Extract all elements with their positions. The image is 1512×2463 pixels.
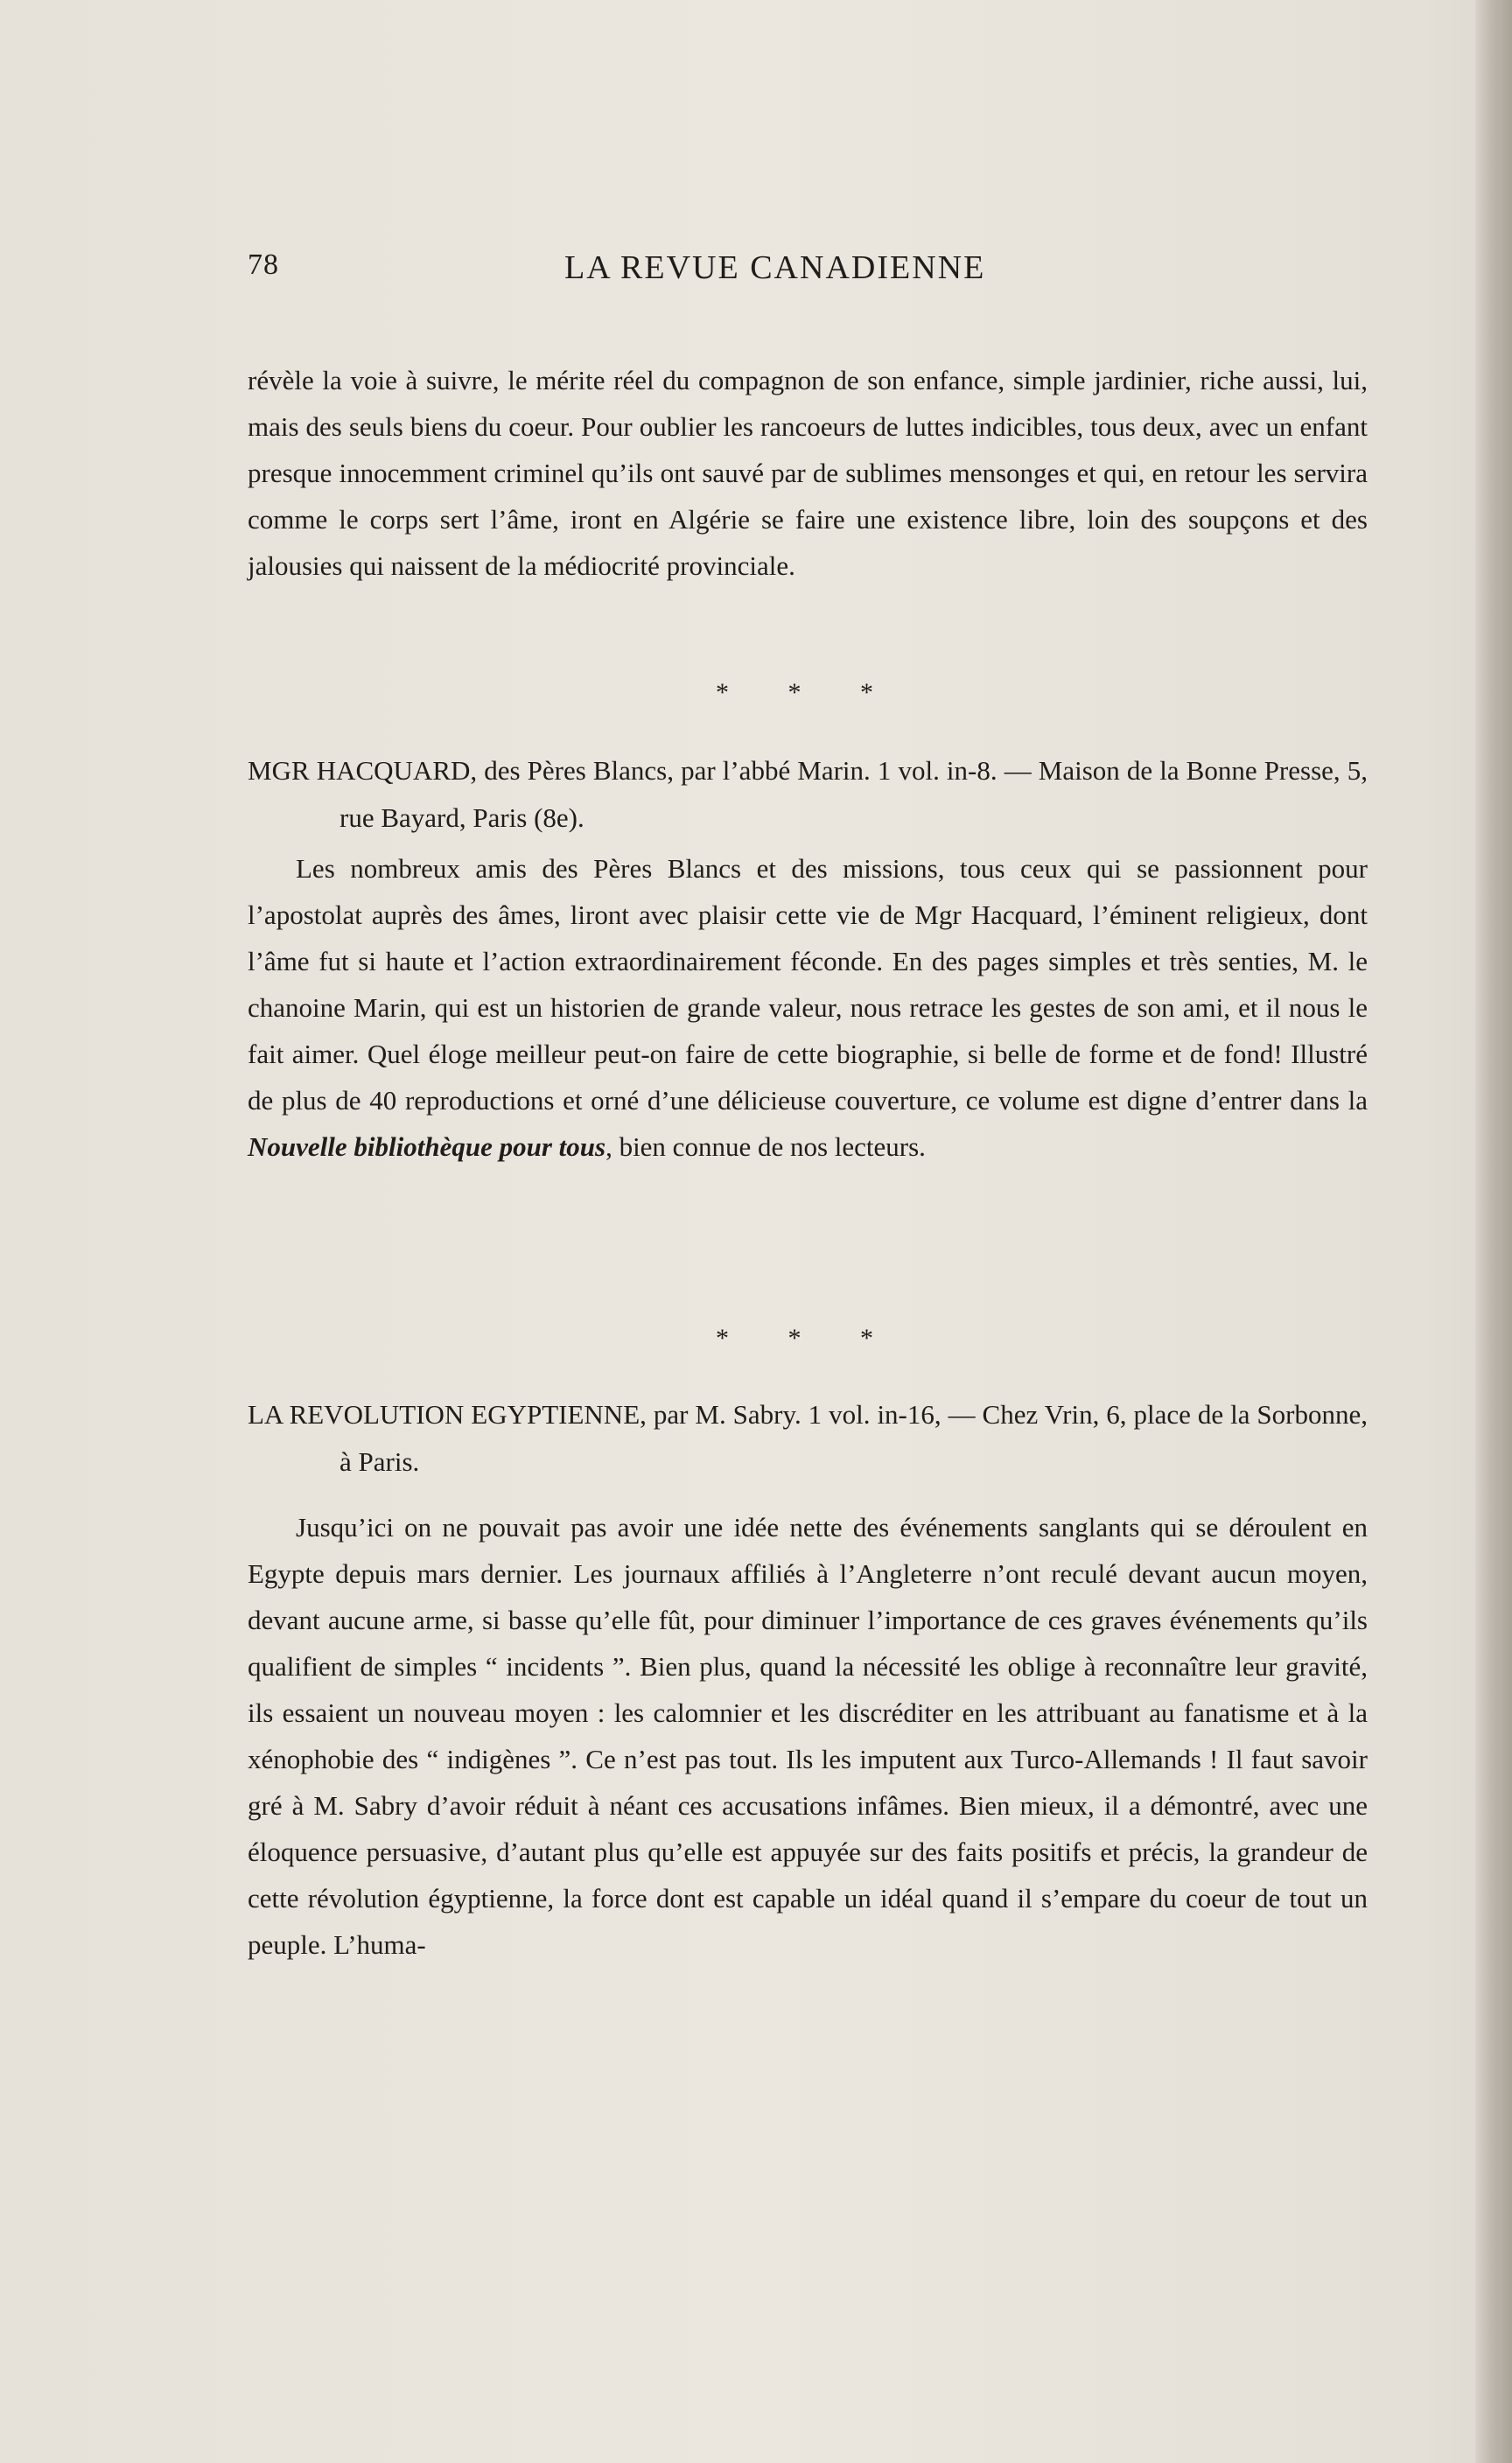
book-reference-hacquard: MGR HACQUARD, des Pères Blancs, par l’abbé Marin. 1 vol. in-8. — Maison de la Bonne Presse, 5, rue Bayard, Paris (8e).: [248, 755, 1368, 833]
page-edge-shadow: [1475, 0, 1512, 2463]
review-paragraph-revolution-egyptienne: Jusqu’ici on ne pouvait pas avoir une idée nette des événements sanglants qui se déroulent en Egypte depuis mars dernier. Les journaux affiliés à l’Angleterre n’ont reculé devant aucun moyen, devant aucune arme, si basse qu’elle fût, pour diminuer l’importance de ces graves événements qu’ils qualifient de simples “ incidents ”. Bien plus, quand la nécessité les oblige à reconnaître leur gravité, ils essaient un nouveau moyen : les calomnier et les discréditer en les attribuant au fanatisme et à la xénophobie des “ indigènes ”. Ce n’est pas tout. Ils les imputent aux Turco-Allemands ! Il faut savoir gré à M. Sabry d’avoir réduit à néant ces accusations infâmes. Bien mieux, il a démontré, avec une éloquence persuasive, d’autant plus qu’elle est appuyée sur des faits positifs et précis, la grandeur de cette révolution égyptienne, la force dont est capable un idéal quand il s’empare du coeur de tout un peuple. L’huma-: [248, 1512, 1368, 1960]
section-separator: * * *: [716, 678, 900, 707]
paragraph-continuation: révèle la voie à suivre, le mérite réel du compagnon de son enfance, simple jardinier, riche aussi, lui, mais des seuls biens du coeur. Pour oublier les rancoeurs de luttes indicibles, tous deux, avec un enfant presque innocemment criminel qu’ils ont sauvé par de sublimes mensonges et qui, en retour les servira comme le corps sert l’âme, iront en Algérie se faire une existence libre, loin des soupçons et des jalousies qui naissent de la médiocrité provinciale.: [248, 365, 1368, 581]
section-separator: * * *: [716, 1324, 900, 1353]
running-head: [248, 248, 1061, 292]
collection-title: Nouvelle bibliothèque pour tous: [248, 1131, 606, 1162]
journal-title: LA REVUE CANADIENNE: [564, 249, 986, 286]
review-text-after: , bien connue de nos lecteurs.: [606, 1131, 926, 1162]
page-number: 78: [248, 248, 279, 281]
review-text-before: Les nombreux amis des Pères Blancs et des missions, tous ceux qui se passionnent pour l’apostolat auprès des âmes, liront avec plaisir cette vie de Mgr Hacquard, l’éminent religieux, dont l’âme fut si haute et l’action extraordinairement féconde. En des pages simples et très senties, M. le chanoine Marin, qui est un historien de grande valeur, nous retrace les gestes de son ami, et il nous le fait aimer. Quel éloge meilleur peut-on faire de cette biographie, si belle de forme et de fond! Illustré de plus de 40 reproductions et orné d’une délicieuse couverture, ce volume est digne d’entrer dans la: [248, 853, 1368, 1116]
review-paragraph-hacquard: [248, 845, 1368, 1170]
book-reference-revolution-egyptienne: LA REVOLUTION EGYPTIENNE, par M. Sabry. 1 vol. in-16, — Chez Vrin, 6, place de la Sorbonne, à Paris.: [248, 1399, 1368, 1477]
